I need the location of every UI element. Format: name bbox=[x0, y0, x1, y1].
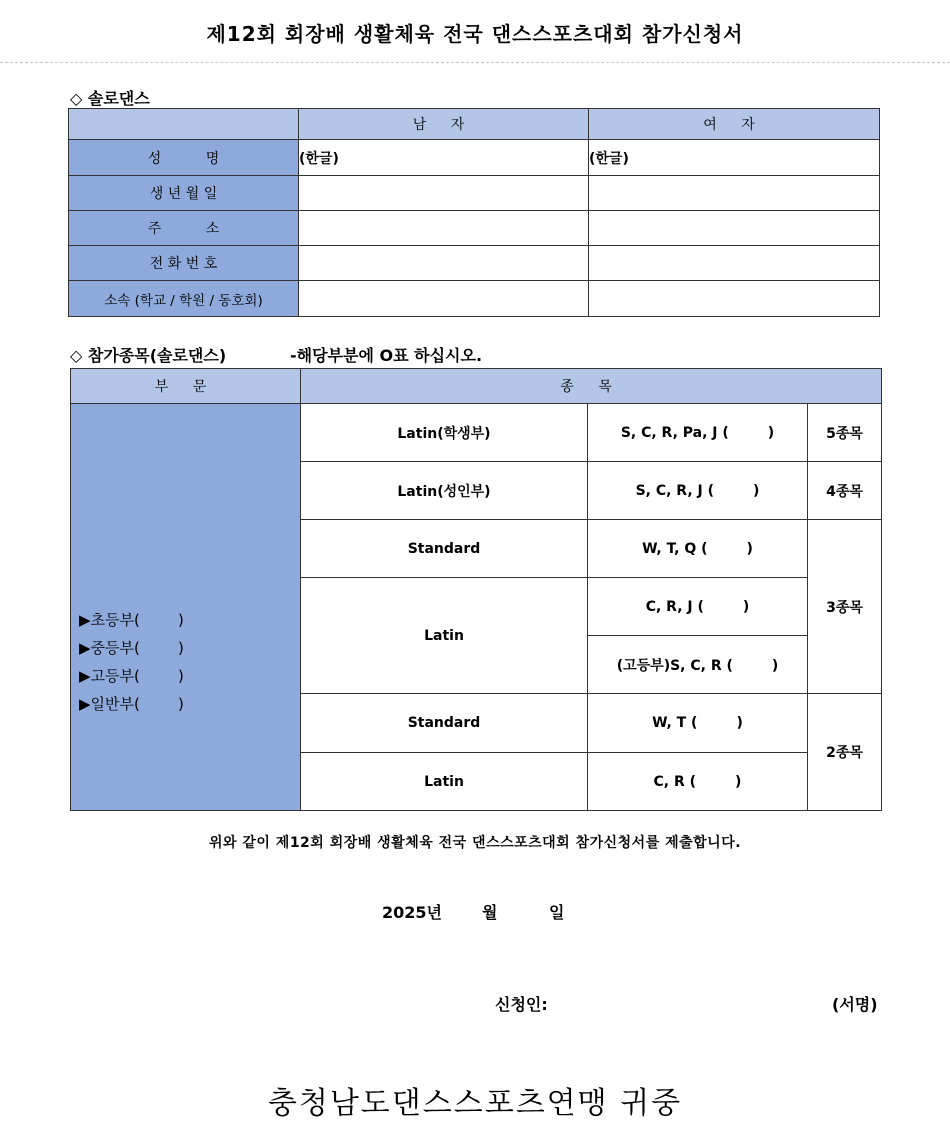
event-dances-latin-3[interactable]: C, R, J ( ) bbox=[588, 578, 808, 636]
events-section-note: -해당부분에 O표 하십시오. bbox=[290, 346, 483, 365]
male-phone-field[interactable] bbox=[299, 246, 589, 281]
event-dances-standard-3[interactable]: W, T, Q ( ) bbox=[588, 520, 808, 578]
event-dances-latin-student[interactable]: S, C, R, Pa, J ( ) bbox=[588, 404, 808, 462]
event-count-5: 5종목 bbox=[808, 404, 882, 462]
female-name-field[interactable]: (한글) bbox=[589, 140, 880, 176]
event-dances-latin-2[interactable]: C, R ( ) bbox=[588, 753, 808, 811]
row-label-address: 주 소 bbox=[69, 211, 299, 246]
female-birthdate-field[interactable] bbox=[589, 176, 880, 211]
event-count-2: 2종목 bbox=[808, 694, 882, 811]
solo-info-table bbox=[68, 108, 880, 317]
event-count-3: 3종목 bbox=[808, 520, 882, 694]
male-address-field[interactable] bbox=[299, 211, 589, 246]
event-style-latin-student: Latin(학생부) bbox=[301, 404, 588, 462]
date-year: 2025년 bbox=[382, 903, 442, 922]
solo-section-heading: ◇ 솔로댄스 bbox=[70, 89, 150, 108]
page-title: 제12회 회장배 생활체육 전국 댄스스포츠대회 참가신청서 bbox=[206, 22, 744, 46]
signature-label: (서명) bbox=[832, 995, 878, 1014]
male-name-field[interactable]: (한글) bbox=[299, 140, 589, 176]
male-affiliation-field[interactable] bbox=[299, 281, 589, 317]
date-day[interactable]: 일 bbox=[549, 903, 565, 922]
female-address-field[interactable] bbox=[589, 211, 880, 246]
solo-header-corner bbox=[69, 109, 299, 140]
row-label-name: 성 명 bbox=[69, 140, 299, 176]
applicant-label[interactable]: 신청인: bbox=[495, 995, 548, 1014]
male-birthdate-field[interactable] bbox=[299, 176, 589, 211]
row-label-birthdate: 생 년 월 일 bbox=[69, 176, 299, 211]
event-style-latin-adult: Latin(성인부) bbox=[301, 462, 588, 520]
event-style-latin-2: Latin bbox=[301, 753, 588, 811]
division-middle-option[interactable]: ▶중등부( ) bbox=[79, 639, 184, 657]
col-division-header: 부 문 bbox=[71, 369, 301, 404]
submission-statement: 위와 같이 제12회 회장배 생활체육 전국 댄스스포츠대회 참가신청서를 제출합니다. bbox=[208, 835, 742, 851]
event-dances-latin-high[interactable]: (고등부)S, C, R ( ) bbox=[588, 636, 808, 694]
row-label-affiliation: 소속 (학교 / 학원 / 동호회) bbox=[69, 281, 299, 317]
event-dances-latin-adult[interactable]: S, C, R, J ( ) bbox=[588, 462, 808, 520]
row-label-phone: 전 화 번 호 bbox=[69, 246, 299, 281]
col-male-header: 남 자 bbox=[299, 109, 589, 140]
events-table bbox=[70, 368, 882, 811]
female-affiliation-field[interactable] bbox=[589, 281, 880, 317]
event-count-4: 4종목 bbox=[808, 462, 882, 520]
female-phone-field[interactable] bbox=[589, 246, 880, 281]
date-month[interactable]: 월 bbox=[482, 903, 498, 922]
col-event-header: 종 목 bbox=[301, 369, 882, 404]
division-general-option[interactable]: ▶일반부( ) bbox=[79, 695, 184, 713]
header-divider bbox=[0, 62, 950, 63]
division-cell bbox=[71, 404, 301, 811]
event-style-standard-3: Standard bbox=[301, 520, 588, 578]
events-section-heading: ◇ 참가종목(솔로댄스) bbox=[70, 346, 227, 365]
col-female-header: 여 자 bbox=[589, 109, 880, 140]
event-dances-standard-2[interactable]: W, T ( ) bbox=[588, 694, 808, 753]
event-style-standard-2: Standard bbox=[301, 694, 588, 753]
closing-recipient: 충청남도댄스스포츠연맹 귀중 bbox=[267, 1086, 683, 1121]
event-style-latin-3: Latin bbox=[301, 578, 588, 694]
division-high-option[interactable]: ▶고등부( ) bbox=[79, 667, 184, 685]
division-elementary-option[interactable]: ▶초등부( ) bbox=[79, 611, 184, 629]
